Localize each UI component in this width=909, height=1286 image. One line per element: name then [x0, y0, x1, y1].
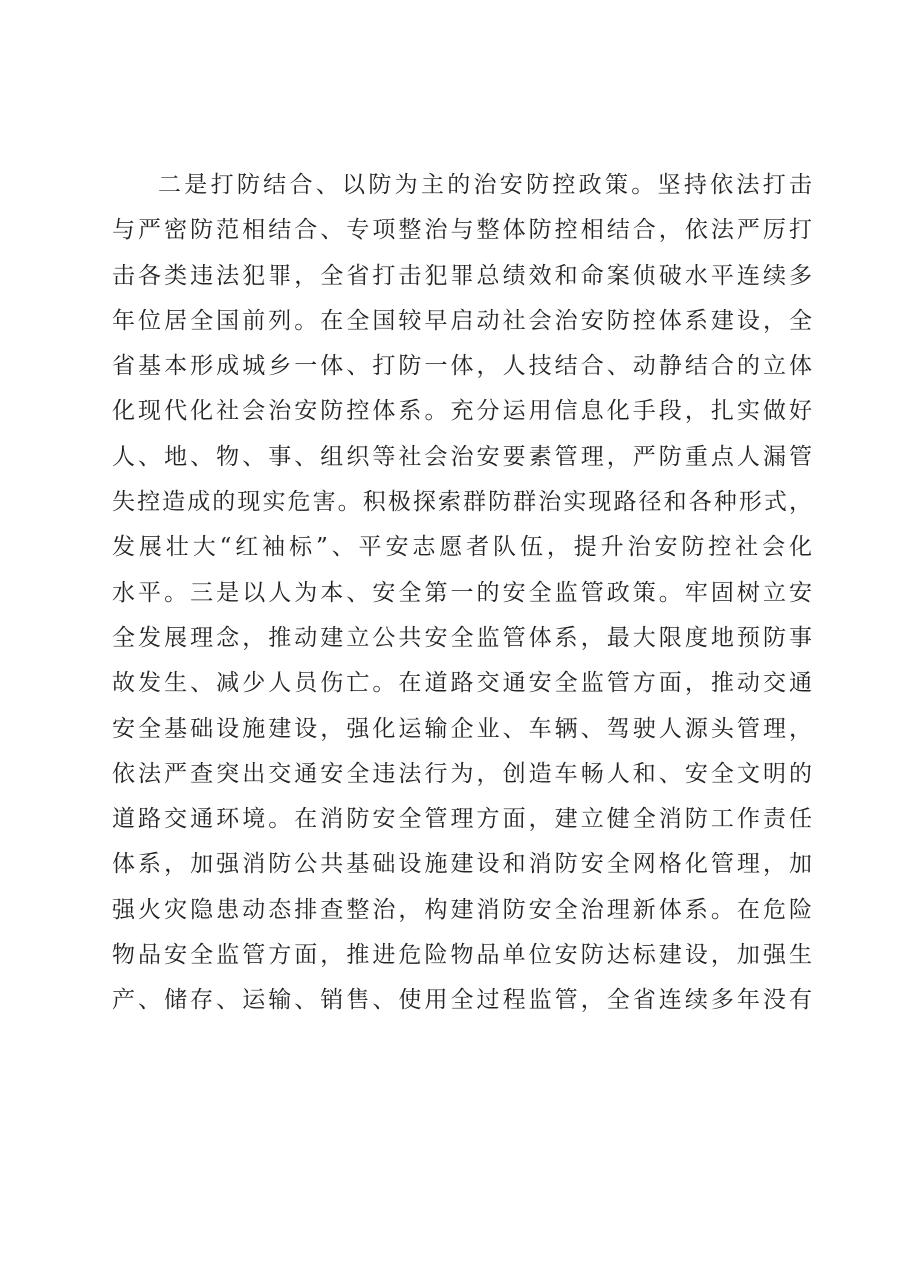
text-line: 故发生、减少人员伤亡。在道路交通安全监管方面，推动交通 [112, 670, 812, 697]
text-line: 道路交通环境。在消防安全管理方面，建立健全消防工作责任 [112, 806, 812, 833]
text-line: 产、储存、运输、销售、使用全过程监管，全省连续多年没有 [112, 987, 812, 1014]
text-line: 物品安全监管方面，推进危险物品单位安防达标建设，加强生 [112, 942, 812, 969]
text-line: 人、地、物、事、组织等社会治安要素管理，严防重点人漏管 [112, 443, 812, 470]
text-line: 二是打防结合、以防为主的治安防控政策。坚持依法打击 [158, 172, 812, 198]
text-line: 安全基础设施建设，强化运输企业、车辆、驾驶人源头管理， [112, 715, 812, 742]
text-line: 体系，加强消防公共基础设施建设和消防安全网格化管理，加 [112, 851, 812, 878]
text-line: 省基本形成城乡一体、打防一体，人技结合、动静结合的立体 [112, 353, 812, 380]
text-line: 化现代化社会治安防控体系。充分运用信息化手段，扎实做好 [112, 398, 812, 425]
text-line: 水平。三是以人为本、安全第一的安全监管政策。牢固树立安 [112, 579, 812, 606]
text-line: 强火灾隐患动态排查整治，构建消防安全治理新体系。在危险 [112, 896, 812, 923]
text-line: 依法严查突出交通安全违法行为，创造车畅人和、安全文明的 [112, 760, 812, 787]
body-paragraph [112, 163, 812, 1024]
text-line: 失控造成的现实危害。积极探索群防群治实现路径和各种形式， [112, 489, 812, 516]
text-line: 年位居全国前列。在全国较早启动社会治安防控体系建设，全 [112, 307, 812, 334]
text-line: 全发展理念，推动建立公共安全监管体系，最大限度地预防事 [112, 624, 812, 651]
text-line: 与严密防范相结合、专项整治与整体防控相结合，依法严厉打 [112, 217, 812, 244]
text-line: 击各类违法犯罪，全省打击犯罪总绩效和命案侦破水平连续多 [112, 262, 812, 289]
text-line: 发展壮大“红袖标”、平安志愿者队伍，提升治安防控社会化 [112, 534, 812, 561]
